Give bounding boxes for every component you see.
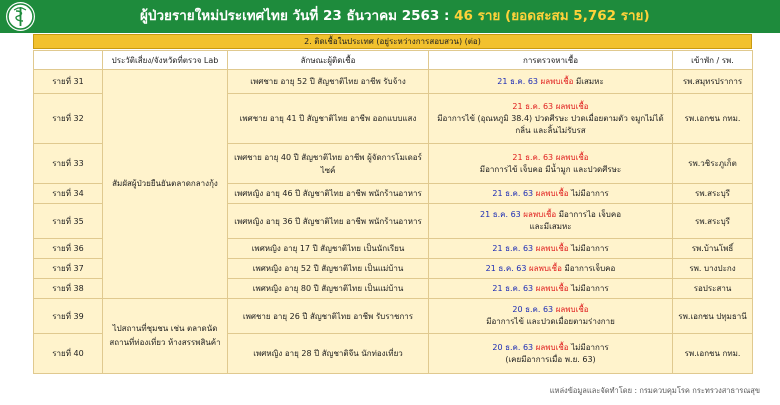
detection-date: 21 ธ.ค. 63 <box>492 188 534 198</box>
detection-symptom: มีอาการไอ เจ็บคอ <box>556 210 621 219</box>
detection-symptom: ไม่มีอาการ <box>568 243 609 253</box>
detection-cell <box>429 259 673 279</box>
detection-date: 20 ธ.ค. 63 <box>492 342 534 352</box>
case-id: รายที่ 39 <box>34 299 103 334</box>
table-header-row <box>34 51 753 70</box>
case-id: รายที่ 35 <box>34 204 103 239</box>
detection-cell <box>429 299 673 334</box>
detection-result: ผลพบเชื้อ <box>555 152 589 162</box>
page-title <box>140 0 650 33</box>
detection-result: ผลพบเชื้อ <box>535 243 569 253</box>
detection-result: ผลพบเชื้อ <box>540 76 574 86</box>
detection-result: ผลพบเชื้อ <box>535 188 569 198</box>
detection-result: ผลพบเชื้อ <box>528 263 562 273</box>
case-id: รายที่ 34 <box>34 184 103 204</box>
column-header: ลักษณะผู้ติดเชื้อ <box>228 51 429 70</box>
detection-cell <box>429 70 673 94</box>
hospital-cell: รพ.วชิระภูเก็ต <box>673 144 753 184</box>
hospital-cell: รพ.เอกชน กทม. <box>673 334 753 374</box>
case-description: เพศหญิง อายุ 17 ปี สัญชาติไทย เป็นนักเรียน <box>228 239 429 259</box>
detection-date: 20 ธ.ค. 63 <box>512 305 554 314</box>
detection-date: 21 ธ.ค. 63 <box>497 76 538 86</box>
detection-symptom: มีอาการเจ็บคอ <box>561 263 616 273</box>
column-header <box>34 51 103 70</box>
hospital-cell: รพ.เอกชน ปทุมธานี <box>673 299 753 334</box>
case-id: รายที่ 32 <box>34 94 103 144</box>
detection-symptom: มีเสมหะ <box>573 76 604 86</box>
detection-cell <box>429 279 673 299</box>
case-description: เพศชาย อายุ 52 ปี สัญชาติไทย อาชีพ รับจ้าง <box>228 70 429 94</box>
table-row <box>34 70 753 94</box>
case-id: รายที่ 33 <box>34 144 103 184</box>
section-title: 2. ติดเชื้อในประเทศ (อยู่ระหว่างการสอบสวน) (ต่อ) <box>33 34 752 49</box>
hospital-cell: รพ.บ้านโพธิ์ <box>673 239 753 259</box>
detection-symptom: ไม่มีอาการ <box>568 188 609 198</box>
risk-group-cell: สัมผัสผู้ป่วยยืนยันตลาดกลางกุ้ง <box>103 70 228 299</box>
detection-date: 21 ธ.ค. 63 <box>492 283 534 293</box>
table-row <box>34 299 753 334</box>
detection-cell <box>429 144 673 184</box>
page-header <box>0 0 780 33</box>
detection-extra: มีอาการไข้ (อุณหภูมิ 38.4) ปวดศีรษะ ปวดเมื่อยตามตัว จมูกไม่ได้กลิ่น และลิ้นไม่รับรส <box>437 113 664 135</box>
detection-extra: และมีเสมหะ <box>529 222 572 231</box>
detection-extra: (เคยมีอาการเมื่อ พ.ย. 63) <box>505 354 596 364</box>
case-description: เพศหญิง อายุ 52 ปี สัญชาติไทย เป็นแม่บ้าน <box>228 259 429 279</box>
hospital-cell: รพ.สระบุรี <box>673 184 753 204</box>
hospital-cell: รพ.เอกชน กทม. <box>673 94 753 144</box>
case-description: เพศหญิง อายุ 46 ปี สัญชาติไทย อาชีพ พนักร้านอาหาร <box>228 184 429 204</box>
source-footer: แหล่งข้อมูลและจัดทำโดย : กรมควบคุมโรค กระทรวงสาธารณสุข <box>549 386 760 395</box>
detection-result: ผลพบเชื้อ <box>523 210 557 219</box>
title-main: ผู้ป่วยรายใหม่ประเทศไทย วันที่ 23 ธันวาคม 2563 <box>140 8 440 24</box>
column-header: การตรวจหาเชื้อ <box>429 51 673 70</box>
detection-date: 21 ธ.ค. 63 <box>512 152 554 162</box>
column-header: เข้าพัก / รพ. <box>673 51 753 70</box>
risk-group-cell <box>103 299 228 374</box>
case-description: เพศหญิง อายุ 28 ปี สัญชาติจีน นักท่องเที่ยว <box>228 334 429 374</box>
detection-date: 21 ธ.ค. 63 <box>492 243 534 253</box>
detection-symptom: ไม่มีอาการ <box>568 283 609 293</box>
detection-extra: มีอาการไข้ เจ็บคอ มีน้ำมูก และปวดศีรษะ <box>479 164 622 174</box>
detection-date: 21 ธ.ค. 63 <box>485 263 527 273</box>
hospital-cell: รพ.สระบุรี <box>673 204 753 239</box>
detection-result: ผลพบเชื้อ <box>535 342 569 352</box>
detection-cell <box>429 94 673 144</box>
detection-cell <box>429 239 673 259</box>
ministry-logo-icon <box>6 2 35 31</box>
detection-symptom: ไม่มีอาการ <box>568 342 609 352</box>
detection-extra: มีอาการไข้ และปวดเมื่อยตามร่างกาย <box>486 317 615 326</box>
case-description: เพศชาย อายุ 40 ปี สัญชาติไทย อาชีพ ผู้จัดการโมเดอร์ไซค์ <box>228 144 429 184</box>
detection-cell <box>429 184 673 204</box>
hospital-cell: รอประสาน <box>673 279 753 299</box>
case-id: รายที่ 36 <box>34 239 103 259</box>
case-id: รายที่ 38 <box>34 279 103 299</box>
hospital-cell: รพ. บางปะกง <box>673 259 753 279</box>
risk-group-line: สถานที่ท่องเที่ยว ห้างสรรพสินค้า <box>109 338 221 347</box>
detection-result: ผลพบเชื้อ <box>555 101 589 111</box>
column-header: ประวัติเสี่ยง/จังหวัดที่ตรวจ Lab <box>103 51 228 70</box>
hospital-cell: รพ.สมุทรปราการ <box>673 70 753 94</box>
case-description: เพศชาย อายุ 41 ปี สัญชาติไทย อาชีพ ออกแบบแสง <box>228 94 429 144</box>
risk-group-line: ไปสถานที่ชุมชน เช่น ตลาดนัด <box>112 324 218 333</box>
case-id: รายที่ 37 <box>34 259 103 279</box>
case-description: เพศหญิง อายุ 80 ปี สัญชาติไทย เป็นแม่บ้าน <box>228 279 429 299</box>
detection-result: ผลพบเชื้อ <box>555 305 589 314</box>
detection-date: 21 ธ.ค. 63 <box>479 210 521 219</box>
title-separator: : <box>439 8 455 24</box>
detection-date: 21 ธ.ค. 63 <box>512 101 554 111</box>
detection-cell <box>429 204 673 239</box>
detection-result: ผลพบเชื้อ <box>535 283 569 293</box>
case-id: รายที่ 31 <box>34 70 103 94</box>
detection-cell <box>429 334 673 374</box>
case-id: รายที่ 40 <box>34 334 103 374</box>
case-description: เพศชาย อายุ 26 ปี สัญชาติไทย อาชีพ รับราชการ <box>228 299 429 334</box>
case-description: เพศหญิง อายุ 36 ปี สัญชาติไทย อาชีพ พนักร้านอาหาร <box>228 204 429 239</box>
cases-table <box>33 50 753 374</box>
title-highlight: 46 ราย (ยอดสะสม 5,762 ราย) <box>454 8 650 24</box>
